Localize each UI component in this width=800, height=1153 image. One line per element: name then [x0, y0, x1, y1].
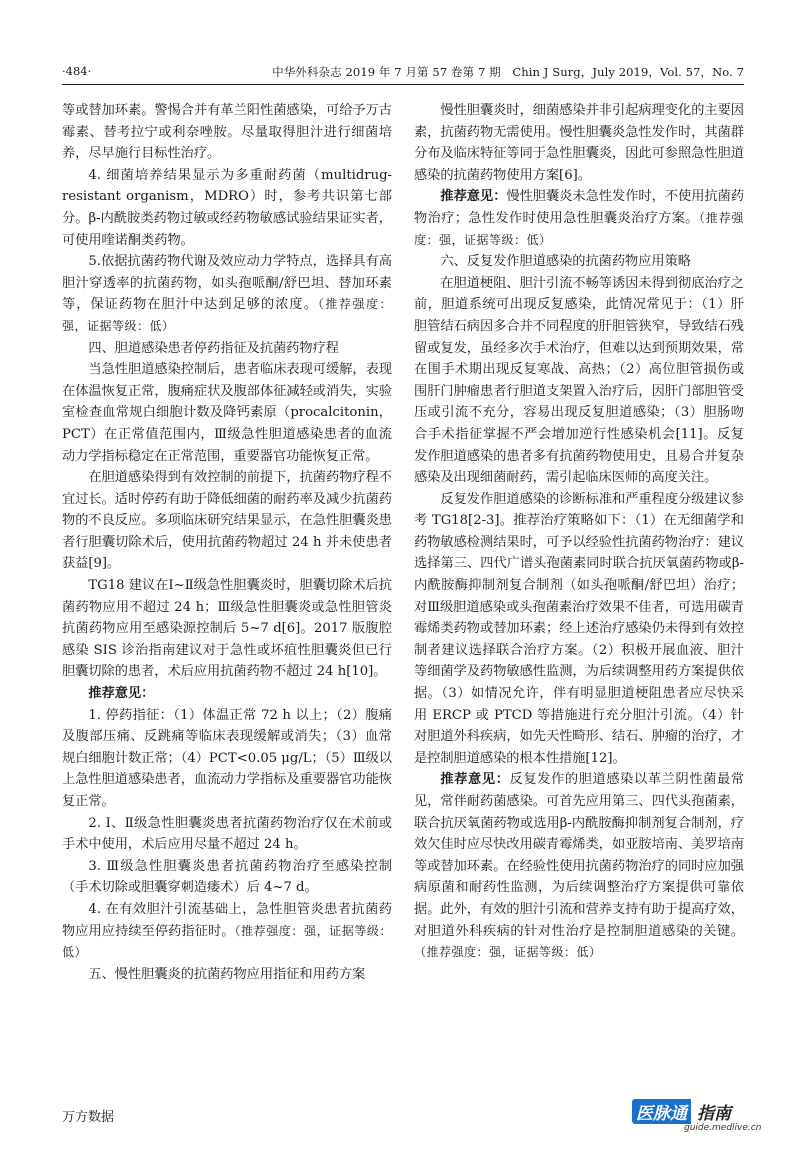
paragraph	[62, 100, 392, 165]
section-heading	[414, 251, 744, 273]
paragraph	[62, 899, 392, 964]
section-heading	[62, 964, 392, 986]
paragraph	[414, 273, 744, 489]
running-header	[62, 60, 744, 85]
section-heading	[62, 338, 392, 360]
paragraph	[62, 165, 392, 251]
paragraph-text: 当急性胆道感染控制后，患者临床表现可缓解，表现在体温恢复正常，腹痛症状及腹部体征减轻或消失，实验室检查血常规白细胞计数及降钙素原（procalcitonin，PCT）在正常值范围内，Ⅲ级急性胆道感染患者的血流动力学指标稳定在正常范围，重要器官功能恢复正常。	[62, 362, 392, 464]
paragraph-text: 3. Ⅲ级急性胆囊炎患者抗菌药物治疗至感染控制（手术切除或胆囊穿刺造瘘术）后 4~7 d。	[62, 858, 392, 896]
paragraph-text: 推荐意见：	[88, 686, 155, 702]
paragraph	[414, 100, 744, 186]
evidence-level: （推荐强度：强，证据等级：低）	[414, 945, 602, 960]
source-watermark: 万方数据	[62, 1110, 115, 1125]
paragraph-text: 慢性胆囊炎未急性发作时，不使用抗菌药物治疗；急性发作时使用急性胆囊炎治疗方案。	[414, 189, 745, 226]
logo-brand	[632, 1100, 731, 1122]
paragraph-text: 四、胆道感染患者停药指征及抗菌药物疗程	[88, 340, 339, 356]
paragraph	[62, 856, 392, 899]
evidence-level: （推荐强度：强，证据等级：低）	[62, 297, 392, 333]
paragraph-text: TG18 建议在Ⅰ~Ⅱ级急性胆囊炎时，胆囊切除术后抗菌药物应用不超过 24 h；Ⅲ级急性胆囊炎或急性胆管炎抗菌药物应用至感染源控制后 5~7 d[6]。2017 版腹腔感染 SIS 诊治指南建议对于急性或坏疽性胆囊炎但已行胆囊切除的患者，术后应用抗菌药物不超过 24 h[10]。	[62, 578, 392, 680]
paragraph-text: 在胆道感染得到有效控制的前提下，抗菌药物疗程不宜过长。适时停药有助于降低细菌的耐药率及减少抗菌药物的不良反应。多项临床研究结果显示，在急性胆囊炎患者行胆囊切除术后，使用抗菌药物超过 24 h 并未使患者获益[9]。	[62, 470, 392, 572]
paragraph-text: 2. Ⅰ、Ⅱ级急性胆囊炎患者抗菌药物治疗仅在术前或手术中使用，术后应用尽量不超过 24 h。	[62, 815, 392, 853]
paragraph-text: 4. 在有效胆汁引流基础上，急性胆管炎患者抗菌药物应用应持续至停药指征时。	[62, 901, 392, 939]
paragraph-text: 六、反复发作胆道感染的抗菌药物应用策略	[440, 254, 691, 270]
medlive-logo	[632, 1100, 762, 1136]
paragraph-text: 1. 停药指征：（1）体温正常 72 h 以上；（2）腹痛及腹部压痛、反跳痛等临床表现缓解或消失；（3）血常规白细胞计数正常；（4）PCT<0.05 μg/L；（5）Ⅲ级以上急性胆道感染患者，血流动力学指标及重要器官功能恢复正常。	[62, 707, 392, 809]
paragraph	[62, 251, 392, 337]
paragraph-text: 5.依据抗菌药物代谢及效应动力学特点，选择具有高胆汁穿透率的抗菌药物，如头孢哌酮/舒巴坦、替加环素等，保证药物在胆汁中达到足够的浓度。	[62, 254, 392, 313]
journal-citation: 中华外科杂志 2019 年 7 月第 57 卷第 7 期 Chin J Surg，July 2019，Vol. 57，No. 7	[272, 65, 744, 79]
paragraph-text: 反复发作的胆道感染以革兰阴性菌最常见，常伴耐药菌感染。可首先应用第三、四代头孢菌素，联合抗厌氧菌药物或选用β-内酰胺酶抑制剂复合制剂，疗效欠佳时应尽快改用碳青霉烯类，如亚胺培南、美罗培南等或替加环素。在经验性使用抗菌药物治疗的同时应加强病原菌和耐药性监测，为后续调整治疗方案提供可靠依据。此外，有效的胆汁引流和营养支持有助于提高疗效，对胆道外科疾病的针对性治疗是控制胆道感染的关键。	[414, 772, 745, 939]
paragraph	[62, 705, 392, 813]
page-number: ·484·	[62, 64, 92, 78]
paragraph-text: 五、慢性胆囊炎的抗菌药物应用指征和用药方案	[88, 966, 366, 982]
paragraph-text: 反复发作胆道感染的诊断标准和严重程度分级建议参考 TG18[2-3]。推荐治疗策略如下：（1）在无细菌学和药物敏感检测结果时，可予以经验性抗菌药物治疗：建议选择第三、四代广谱头孢菌素同时联合抗厌氧菌药物或β-内酰胺酶抑制剂复合制剂（如头孢哌酮/舒巴坦）治疗；对Ⅲ级胆道感染或头孢菌素治疗效果不佳者，可选用碳青霉烯类药物或替加环素；经上述治疗感染仍未得到有效控制者建议选择联合治疗方案。（2）积极开展血液、胆汁等细菌学及药物敏感性监测，为后续调整用药方案提供依据。（3）如情况允许，伴有明显胆道梗阻患者应尽快采用 ERCP 或 PTCD 等措施进行充分胆汁引流。（4）针对胆道外科疾病，如先天性畸形、结石、肿瘤的治疗，才是控制胆道感染的根本性措施[12]。	[414, 491, 744, 766]
evidence-level: （推荐强度：强，证据等级：低）	[414, 210, 744, 247]
paragraph	[62, 813, 392, 856]
paragraph-text: 等或替加环素。警惕合并有革兰阳性菌感染，可给予万古霉素、替考拉宁或利奈唑胺。尽量取得胆汁进行细菌培养，尽早施行目标性治疗。	[62, 103, 392, 162]
paragraph	[414, 186, 744, 251]
logo-text-b: 指南	[697, 1103, 731, 1124]
paragraph-text: 慢性胆囊炎时，细菌感染并非引起病理变化的主要因素，抗菌药物无需使用。慢性胆囊炎急性发作时，其菌群分布及临床特征等同于急性胆囊炎，因此可参照急性胆道感染的抗菌药物使用方案[6]。	[414, 103, 744, 183]
logo-url: guide.medlive.cn	[684, 1123, 762, 1133]
paragraph	[414, 769, 744, 963]
paragraph	[62, 359, 392, 467]
recommendation-label: 推荐意见：	[440, 189, 507, 205]
right-column	[414, 100, 744, 964]
paragraph	[414, 489, 744, 770]
paragraph-text: 4. 细菌培养结果显示为多重耐药菌（multidrug-resistant organism，MDRO）时，参考共识第七部分。β-内酰胺类药物过敏或经药物敏感试验结果证实者，可使用喹诺酮类药物。	[62, 167, 392, 248]
logo-text-a: 医脉通	[632, 1099, 691, 1124]
paragraph	[62, 575, 392, 683]
recommendation-label: 推荐意见：	[440, 772, 510, 788]
paragraph	[62, 467, 392, 575]
recommendation-heading	[62, 683, 392, 705]
evidence-level: （推荐强度：强，证据等级：低）	[62, 923, 392, 960]
left-column	[62, 100, 392, 985]
paragraph-text: 在胆道梗阻、胆汁引流不畅等诱因未得到彻底治疗之前，胆道系统可出现反复感染，此情况常见于：（1）肝胆管结石病因多合并不同程度的肝胆管狭窄，导致结石残留或复发，虽经多次手术治疗，但难以达到预期效果，常在围手术期出现反复寒战、高热；（2）高位胆管损伤或围肝门肿瘤患者行胆道支架置入治疗后，因肝门部胆管受压或引流不充分，容易出现反复胆道感染；（3）胆肠吻合手术指征掌握不严会增加逆行性感染机会[11]。反复发作胆道感染的患者多有抗菌药物使用史，且易合并复杂感染及出现细菌耐药，需引起临床医师的高度关注。	[414, 275, 744, 486]
